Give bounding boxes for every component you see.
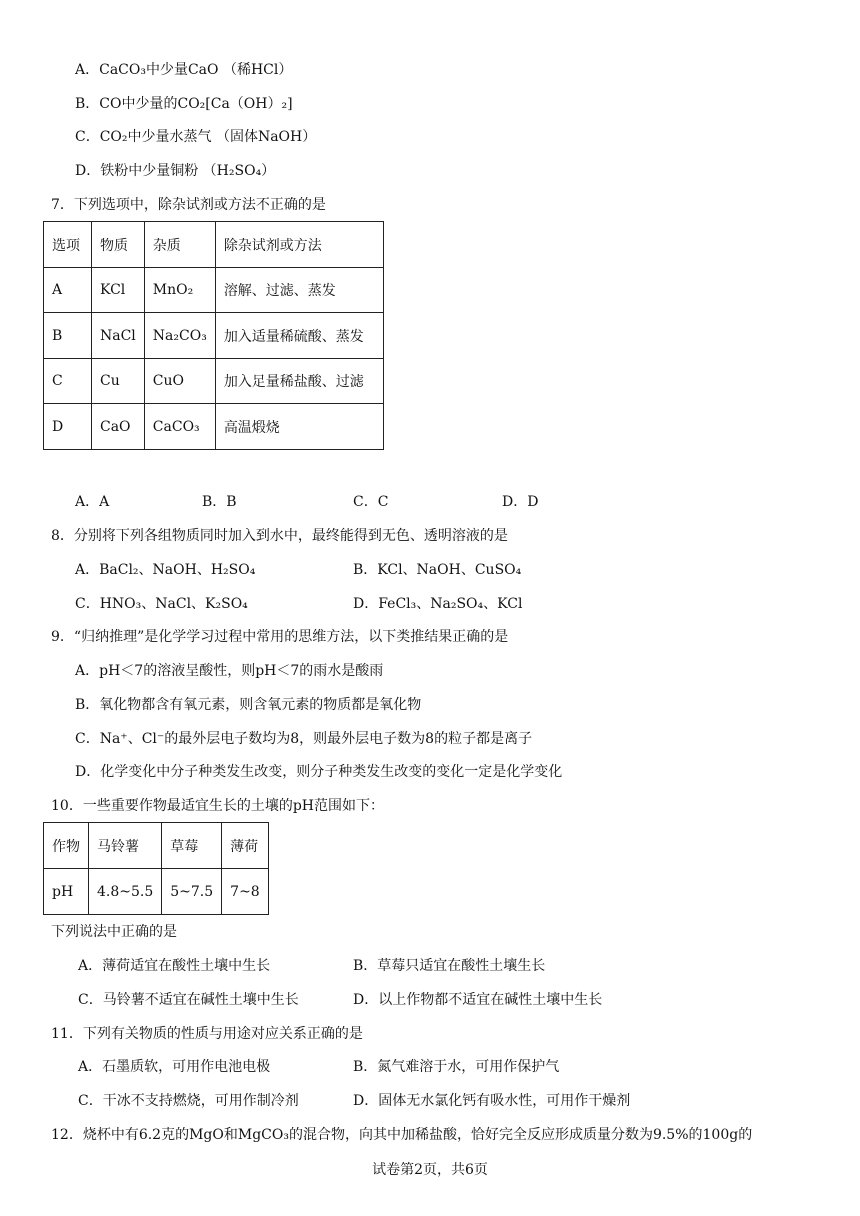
table-cell: 溶解、过滤、蒸发 (215, 268, 383, 313)
q9-stem: 9．“归纳推理”是化学学习过程中常用的思维方法，以下类推结果正确的是 (51, 629, 509, 645)
q11-option-b: B．氮气难溶于水，可用作保护气 (353, 1059, 560, 1075)
table-cell: NaCl (92, 313, 145, 359)
table-header-cell: 杂质 (144, 222, 215, 268)
q7-table (43, 221, 384, 450)
table-cell: 7~8 (222, 869, 269, 915)
q8-option-d: D．FeCl₃、Na₂SO₄、KCl (353, 596, 523, 612)
table-cell: 4.8~5.5 (89, 869, 162, 915)
q8-option-a: A．BaCl₂、NaOH、H₂SO₄ (75, 562, 256, 578)
table-cell: Cu (92, 359, 145, 404)
q9-option-a: A．pH＜7的溶液呈酸性，则pH＜7的雨水是酸雨 (75, 663, 384, 679)
q7-option-a: A．A (75, 494, 110, 510)
q6-option-b: B．CO中少量的CO₂[Ca（OH）₂] (75, 96, 293, 112)
table-row (44, 359, 384, 404)
q11-option-a: A．石墨质软，可用作电池电极 (78, 1059, 271, 1075)
table-cell: KCl (92, 268, 145, 313)
table-cell: 高温煅烧 (215, 404, 383, 450)
q6-option-c: C．CO₂中少量水蒸气 （固体NaOH） (75, 129, 317, 145)
q10-stem: 10．一些重要作物最适宜生长的土壤的pH范围如下： (51, 798, 384, 814)
q10-option-c: C．马铃薯不适宜在碱性土壤中生长 (78, 992, 299, 1008)
table-header-cell: 除杂试剂或方法 (215, 222, 383, 268)
table-row (44, 823, 269, 869)
table-row (44, 313, 384, 359)
table-cell: 作物 (44, 823, 89, 869)
table-cell: 加入足量稀盐酸、过滤 (215, 359, 383, 404)
q12-stem: 12．烧杯中有6.2克的MgO和MgCO₃的混合物，向其中加稀盐酸，恰好完全反应形成质量分数为9.5%的100g的 (51, 1127, 753, 1143)
table-cell: 薄荷 (222, 823, 269, 869)
q10-option-b: B．草莓只适宜在酸性土壤生长 (353, 958, 546, 974)
table-cell: Na₂CO₃ (144, 313, 215, 359)
q10-option-d: D．以上作物都不适宜在碱性土壤中生长 (353, 992, 603, 1008)
table-cell: B (44, 313, 92, 359)
table-cell: CuO (144, 359, 215, 404)
q6-option-a: A．CaCO₃中少量CaO （稀HCl） (75, 62, 293, 78)
table-cell: 5~7.5 (162, 869, 222, 915)
q7-option-b: B．B (202, 494, 237, 510)
q6-option-d: D．铁粉中少量铜粉 （H₂SO₄） (75, 163, 276, 179)
table-cell: CaO (92, 404, 145, 450)
table-cell: MnO₂ (144, 268, 215, 313)
q9-option-d: D．化学变化中分子种类发生改变，则分子种类发生改变的变化一定是化学变化 (75, 764, 563, 780)
q11-stem: 11．下列有关物质的性质与用途对应关系正确的是 (51, 1026, 363, 1042)
table-row (44, 268, 384, 313)
page-footer: 试卷第2页，共6页 (372, 1162, 488, 1178)
table-cell: C (44, 359, 92, 404)
q11-option-d: D．固体无水氯化钙有吸水性，可用作干燥剂 (353, 1093, 631, 1109)
table-cell: 马铃薯 (89, 823, 162, 869)
table-row (44, 869, 269, 915)
table-cell: 草莓 (162, 823, 222, 869)
table-cell: D (44, 404, 92, 450)
table-cell: 加入适量稀硫酸、蒸发 (215, 313, 383, 359)
q9-option-b: B．氧化物都含有氧元素，则含氧元素的物质都是氧化物 (75, 697, 422, 713)
q8-stem: 8．分别将下列各组物质同时加入到水中，最终能得到无色、透明溶液的是 (51, 528, 508, 544)
table-header-row (44, 222, 384, 268)
q10-option-a: A．薄荷适宜在酸性土壤中生长 (78, 958, 271, 974)
table-cell: pH (44, 869, 89, 915)
q9-option-c: C．Na⁺、Cl⁻的最外层电子数均为8，则最外层电子数为8的粒子都是离子 (75, 731, 533, 747)
q7-stem: 7．下列选项中，除杂试剂或方法不正确的是 (51, 197, 326, 213)
table-header-cell: 选项 (44, 222, 92, 268)
q8-option-c: C．HNO₃、NaCl、K₂SO₄ (75, 596, 248, 612)
q10-lead: 下列说法中正确的是 (51, 924, 177, 940)
table-cell: CaCO₃ (144, 404, 215, 450)
table-header-cell: 物质 (92, 222, 145, 268)
table-cell: A (44, 268, 92, 313)
q8-option-b: B．KCl、NaOH、CuSO₄ (353, 562, 522, 578)
q7-option-d: D．D (502, 494, 539, 510)
table-row (44, 404, 384, 450)
q10-table (43, 822, 269, 915)
q7-option-c: C．C (353, 494, 389, 510)
q11-option-c: C．干冰不支持燃烧，可用作制冷剂 (78, 1093, 299, 1109)
